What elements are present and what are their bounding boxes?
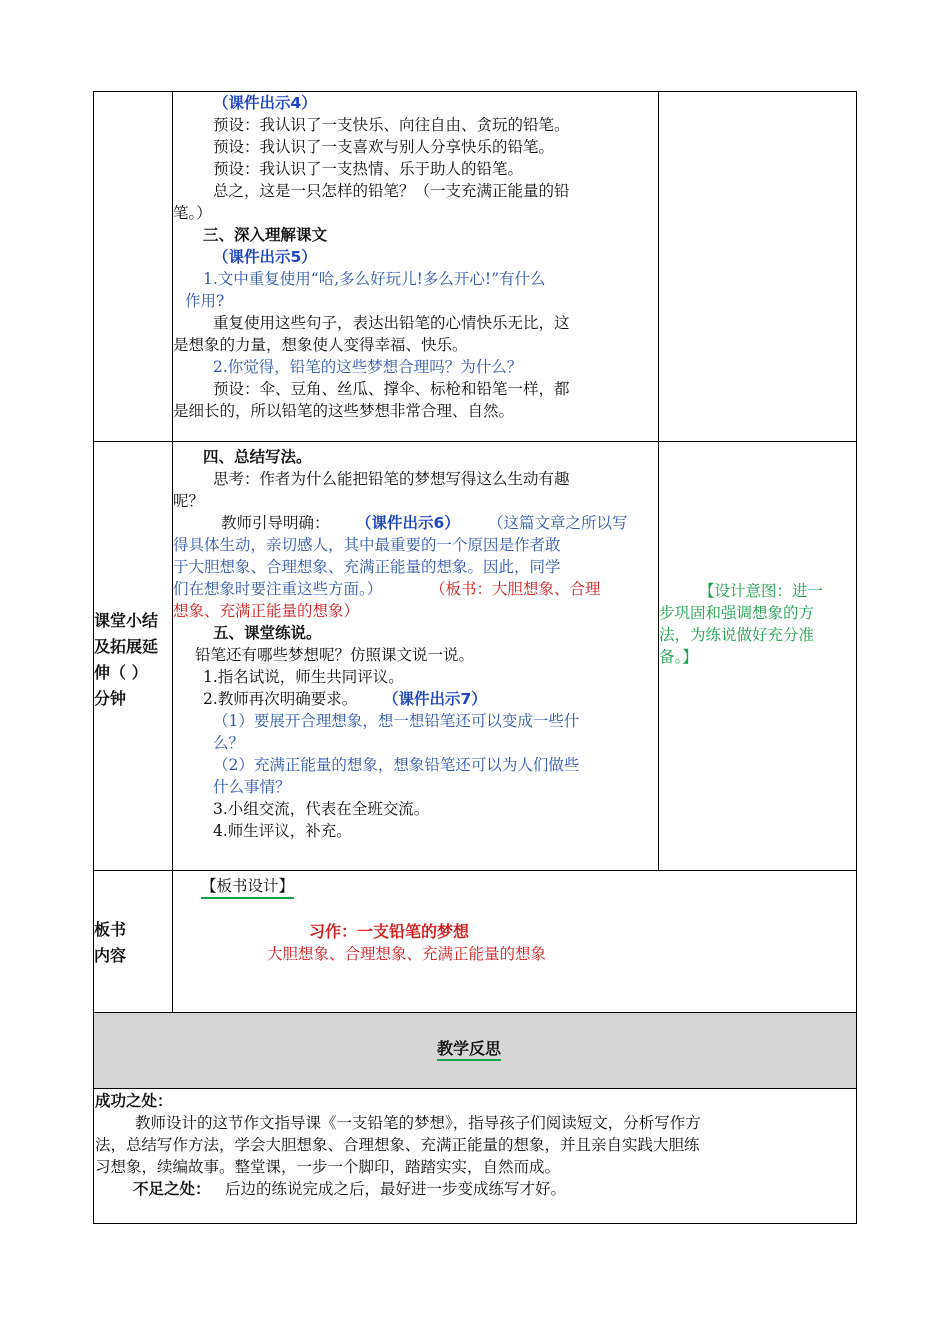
label-line: 课堂小结 xyxy=(94,611,159,630)
courseware-7: （课件出示7） xyxy=(383,690,487,708)
requirement-2-cont: 什么事情？ xyxy=(213,778,291,796)
row2-label xyxy=(93,442,172,870)
label-line: 伸（ ） xyxy=(94,663,148,682)
text-line: 重复使用这些句子，表达出铅笔的心情快乐无比，这 xyxy=(213,314,570,332)
section-heading: 四、总结写法。 xyxy=(203,448,312,466)
section-heading: 三、深入理解课文 xyxy=(203,226,328,244)
reflection-line: 教师设计的这节作文指导课《一支铅笔的梦想》，指导孩子们阅读短文，分析写作方 xyxy=(135,1114,701,1132)
text-line: 2.教师再次明确要求。 xyxy=(203,690,358,708)
question-2: 2.你觉得，铅笔的这些梦想合理吗？为什么？ xyxy=(213,358,523,376)
text-line: 预设：我认识了一支快乐、向往自由、贪玩的铅笔。 xyxy=(213,116,570,134)
row2-content xyxy=(173,442,658,870)
explanation-line: 们在想象时要注重这些方面。） xyxy=(173,580,383,598)
text-line: 4.师生评议，补充。 xyxy=(213,822,352,840)
text-line: 呢？ xyxy=(173,492,205,510)
text-line: 是细长的，所以铅笔的这些梦想非常合理、自然。 xyxy=(173,402,515,420)
text-line: 3.小组交流，代表在全班交流。 xyxy=(213,800,430,818)
text-line: 是想象的力量，想象使人变得幸福、快乐。 xyxy=(173,336,468,354)
label-line: 及拓展延 xyxy=(94,637,159,656)
success-label: 成功之处： xyxy=(95,1092,173,1110)
design-intent xyxy=(659,442,856,870)
explanation-line: 得具体生动，亲切感人，其中最重要的一个原因是作者敢 xyxy=(173,536,561,554)
section-heading: 五、课堂练说。 xyxy=(213,624,322,642)
text-line: 教师引导明确： xyxy=(221,514,330,532)
requirement-2: （2）充满正能量的想象，想象铅笔还可以为人们做些 xyxy=(213,756,580,774)
requirement-1: （1）要展开合理想象，想一想铅笔还可以变成一些什 xyxy=(213,712,580,730)
lesson-table xyxy=(93,91,857,1224)
shortfall-text: 后边的练说完成之后，最好进一步变成练写才好。 xyxy=(225,1180,567,1198)
intent-line: 【设计意图：进一 xyxy=(699,582,824,600)
question-1: 1.文中重复使用“哈,多么好玩儿!多么开心!”有什么 xyxy=(203,270,546,288)
explanation-line: （这篇文章之所以写 xyxy=(488,514,628,532)
row3-label xyxy=(93,871,172,1012)
question-1-cont: 作用? xyxy=(185,292,225,310)
board-subline: 大胆想象、合理想象、充满正能量的想象 xyxy=(267,945,547,963)
text-line: 预设：我认识了一支热情、乐于助人的铅笔。 xyxy=(213,160,524,178)
text-line: 铅笔还有哪些梦想呢？仿照课文说一说。 xyxy=(195,646,475,664)
text-line: 笔。） xyxy=(173,204,212,222)
reflection-title: 教学反思 xyxy=(437,1039,501,1061)
text-line: 总之，这是一只怎样的铅笔？（一支充满正能量的铅 xyxy=(213,182,570,200)
label-line: 内容 xyxy=(94,946,127,965)
text-line: 1.指名试说，师生共同评议。 xyxy=(203,668,404,686)
label-line: 板书 xyxy=(94,920,127,939)
reflection-line: 习想象，续编故事。整堂课，一步一个脚印，踏踏实实，自然而成。 xyxy=(95,1158,561,1176)
courseware-6: （课件出示6） xyxy=(356,514,460,532)
board-design-title: 【板书设计】 xyxy=(201,875,294,899)
requirement-1-cont: 么？ xyxy=(213,734,245,752)
courseware-4: （课件出示4） xyxy=(213,94,317,112)
row1-content xyxy=(173,91,658,441)
board-note: （板书：大胆想象、合理 xyxy=(430,580,601,598)
text-line: 预设：伞、豆角、丝瓜、撑伞、标枪和铅笔一样，都 xyxy=(213,380,570,398)
board-note-cont: 想象、充满正能量的想象） xyxy=(173,602,360,620)
intent-line: 备。】 xyxy=(659,648,698,666)
courseware-5: （课件出示5） xyxy=(213,248,317,266)
reflection-body xyxy=(93,1089,857,1223)
shortfall-label: 不足之处： xyxy=(133,1180,211,1198)
board-design xyxy=(173,871,856,1012)
intent-line: 法，为练说做好充分准 xyxy=(659,626,815,644)
explanation-line: 于大胆想象、合理想象、充满正能量的想象。因此，同学 xyxy=(173,558,561,576)
board-heading: 习作：一支铅笔的梦想 xyxy=(309,922,470,941)
intent-line: 步巩固和强调想象的方 xyxy=(659,604,815,622)
reflection-line: 法，总结写作方法，学会大胆想象、合理想象、充满正能量的想象，并且亲自实践大胆练 xyxy=(95,1136,700,1154)
label-line: 分钟 xyxy=(94,689,127,708)
text-line: 预设：我认识了一支喜欢与别人分享快乐的铅笔。 xyxy=(213,138,555,156)
text-line: 思考：作者为什么能把铅笔的梦想写得这么生动有趣 xyxy=(213,470,570,488)
